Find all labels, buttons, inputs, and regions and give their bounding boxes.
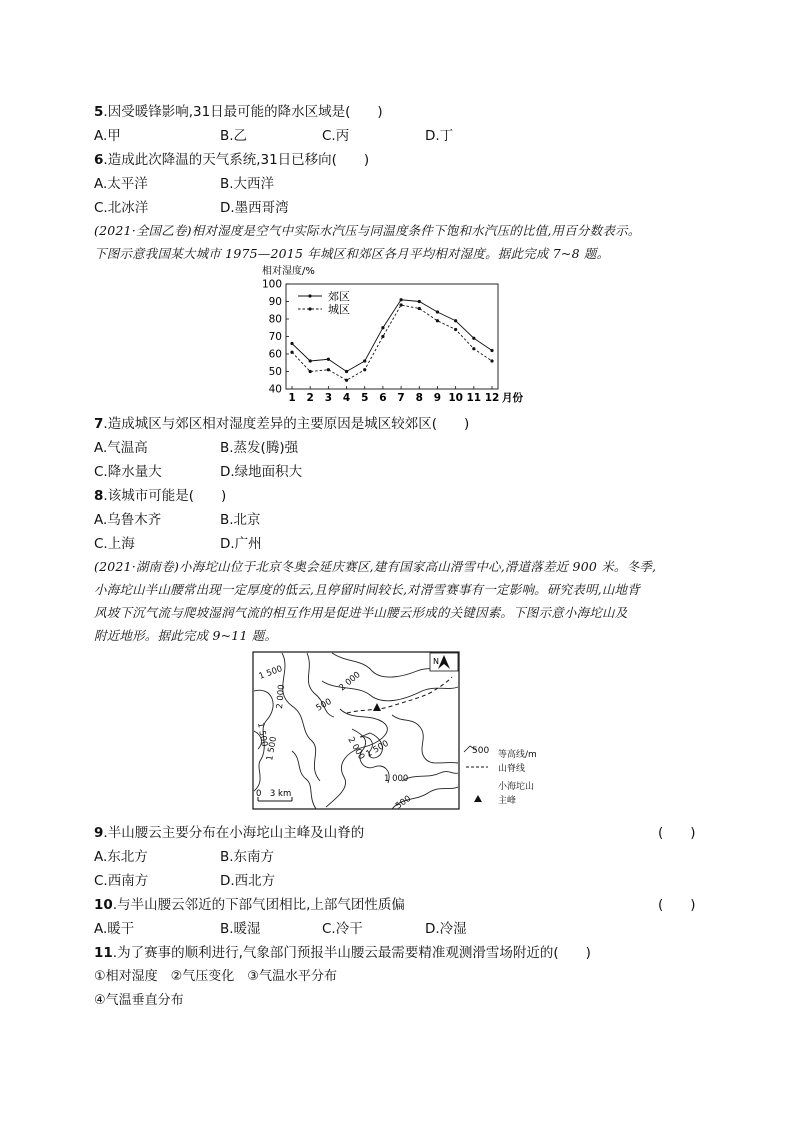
legend-peak-label: 主峰 [498, 796, 517, 806]
option-a: A.太平洋 [94, 176, 148, 192]
passage-line: 下图示意我国某大城市 1975—2015 年城区和郊区各月平均相对湿度。据此完成 7~8 题。 [94, 246, 610, 261]
question-number: 10 [94, 897, 113, 913]
map-legend [464, 746, 537, 806]
question-text: .造成此次降温的天气系统,31日已移向( ) [103, 152, 370, 168]
question-number: 8 [94, 488, 104, 504]
question-10 [94, 893, 405, 913]
y-tick-label: 100 [261, 278, 282, 291]
option-c: C.西南方 [94, 873, 149, 889]
contour-label: 2 000 [337, 669, 363, 694]
data-point [454, 328, 457, 331]
question-6 [94, 148, 369, 168]
option-c: C.丙 [322, 128, 350, 144]
x-tick-label: 12 [484, 392, 500, 404]
x-tick-label: 11 [466, 392, 482, 404]
chart-series [290, 298, 493, 382]
option-a: A.暖干 [94, 921, 135, 937]
option-c: C.上海 [94, 536, 135, 552]
legend-marker [308, 294, 311, 297]
option-c: C.冷干 [322, 921, 363, 937]
x-tick-label: 2 [306, 392, 314, 404]
option-b: B.北京 [220, 512, 261, 528]
data-point [399, 298, 402, 301]
option-c: C.北冰洋 [94, 200, 149, 216]
data-point [472, 347, 475, 350]
option-a: A.气温高 [94, 440, 148, 456]
chart-axes [262, 279, 524, 405]
passage-line: 附近地形。据此完成 9~11 题。 [94, 628, 278, 643]
question-number: 6 [94, 152, 104, 168]
contour-label: 1 000 [384, 774, 409, 784]
x-tick-label: 8 [415, 392, 423, 404]
legend-contour-label: 等高线/m [498, 750, 537, 760]
data-point [327, 368, 330, 371]
contour-label: 2 000 [345, 735, 367, 762]
option-b: B.暖湿 [220, 921, 261, 937]
x-tick-label: 5 [361, 392, 369, 404]
option-d: D.西北方 [220, 873, 276, 889]
question-9 [94, 821, 364, 841]
north-label: N [433, 657, 439, 666]
data-point [381, 326, 384, 329]
question-number: 11 [94, 945, 113, 961]
y-tick-label: 50 [268, 366, 282, 378]
question-11 [94, 941, 591, 961]
passage-line: 风坡下沉气流与爬坡湿润气流的相互作用是促进半山腰云形成的关键因素。下图示意小海坨山及 [94, 605, 628, 620]
question-number: 5 [94, 104, 104, 120]
option-d: D.冷湿 [425, 921, 467, 937]
legend-label: 城区 [328, 303, 350, 316]
chart-legend [298, 290, 350, 316]
question-text: .因受暖锋影响,31日最可能的降水区域是( ) [103, 104, 383, 120]
y-tick-label: 70 [268, 331, 282, 343]
question-number: 7 [94, 416, 104, 432]
option-a: A.东北方 [94, 849, 148, 865]
legend-peak-label: 小海坨山 [498, 782, 535, 792]
answer-items: ④气温垂直分布 [94, 993, 184, 1008]
contour-label: 2 000 [275, 684, 288, 710]
option-b: B.大西洋 [220, 176, 275, 192]
option-b: B.东南方 [220, 849, 275, 865]
y-tick-label: 90 [268, 296, 282, 308]
answer-blank: ( ) [658, 825, 696, 841]
passage-line: (2021·湖南卷)小海坨山位于北京冬奥会延庆赛区,建有国家高山滑雪中心,滑道落差近 900 米。冬季, [94, 559, 657, 574]
legend-label: 郊区 [328, 290, 350, 303]
data-point [454, 319, 457, 322]
y-tick-label: 60 [268, 348, 282, 361]
question-text: .造成城区与郊区相对湿度差异的主要原因是城区较郊区( ) [103, 416, 470, 432]
x-tick-label: 3 [324, 392, 333, 404]
option-d: D.广州 [220, 536, 262, 552]
y-axis-label: 相对湿度/% [262, 266, 315, 277]
option-d: D.丁 [425, 128, 454, 144]
humidity-line-chart [250, 262, 550, 408]
question-7 [94, 412, 469, 432]
y-tick-label: 80 [268, 313, 282, 326]
data-point [290, 342, 293, 345]
x-axis-label: 月份 [502, 392, 523, 404]
option-d: D.绿地面积大 [220, 464, 303, 480]
peak-legend-icon [474, 795, 482, 802]
data-point [363, 368, 366, 371]
question-number: 9 [94, 825, 104, 841]
answer-blank: ( ) [658, 897, 696, 913]
data-point [327, 358, 330, 361]
question-5 [94, 100, 383, 120]
option-d: D.墨西哥湾 [220, 200, 289, 216]
legend-ridge-label: 山脊线 [498, 764, 526, 774]
passage-line: 小海坨山半山腰常出现一定厚度的低云,且停留时间较长,对滑雪赛事有一定影响。研究表明,山地背 [94, 582, 640, 597]
data-point [399, 303, 402, 306]
question-text: .该城市可能是( ) [103, 488, 227, 504]
contour-label: 500 [393, 793, 414, 811]
x-tick-label: 9 [433, 392, 442, 404]
data-point [309, 359, 312, 362]
data-point [309, 370, 312, 373]
x-tick-label: 4 [342, 392, 351, 404]
answer-items: ①相对湿度 ②气压变化 ③气温水平分布 [94, 969, 337, 984]
legend-marker [308, 307, 311, 310]
data-point [418, 300, 421, 303]
x-tick-label: 10 [448, 392, 463, 404]
data-point [472, 337, 475, 340]
question-text: .为了赛事的顺利进行,气象部门预报半山腰云最需要精准观测滑雪场附近的( ) [112, 945, 591, 961]
x-tick-label: 6 [379, 392, 387, 404]
scale-label: 0 3 km [256, 789, 292, 799]
option-b: B.乙 [220, 128, 248, 144]
data-point [418, 307, 421, 310]
option-c: C.降水量大 [94, 464, 162, 480]
topographic-map [252, 651, 582, 811]
y-tick-label: 40 [268, 383, 282, 396]
passage-line: (2021·全国乙卷)相对湿度是空气中实际水汽压与同温度条件下饱和水汽压的比值,用百分数表示。 [94, 223, 641, 238]
contour-label: 500 [314, 696, 334, 714]
question-text: .半山腰云主要分布在小海坨山主峰及山脊的 [103, 825, 365, 841]
plot-frame [286, 284, 498, 389]
data-point [345, 379, 348, 382]
data-point [490, 349, 493, 352]
question-text: .与半山腰云邻近的下部气团相比,上部气团性质偏 [112, 897, 405, 913]
question-8 [94, 484, 226, 504]
data-point [381, 335, 384, 338]
option-a: A.甲 [94, 128, 121, 144]
contour-label: 1 500 [255, 721, 270, 748]
data-point [436, 319, 439, 322]
x-tick-label: 7 [397, 392, 405, 404]
series-line [292, 305, 492, 380]
legend-contour-value: 500 [472, 746, 490, 756]
contour-label: 1 500 [265, 735, 280, 762]
data-point [436, 310, 439, 313]
data-point [345, 370, 348, 373]
contour-label: 1 500 [364, 738, 391, 760]
data-point [363, 359, 366, 362]
x-tick-label: 1 [288, 392, 296, 404]
option-b: B.蒸发(腾)强 [220, 440, 299, 456]
contour-label: 1 500 [257, 664, 284, 682]
option-a: A.乌鲁木齐 [94, 512, 162, 528]
data-point [490, 359, 493, 362]
data-point [290, 351, 293, 354]
